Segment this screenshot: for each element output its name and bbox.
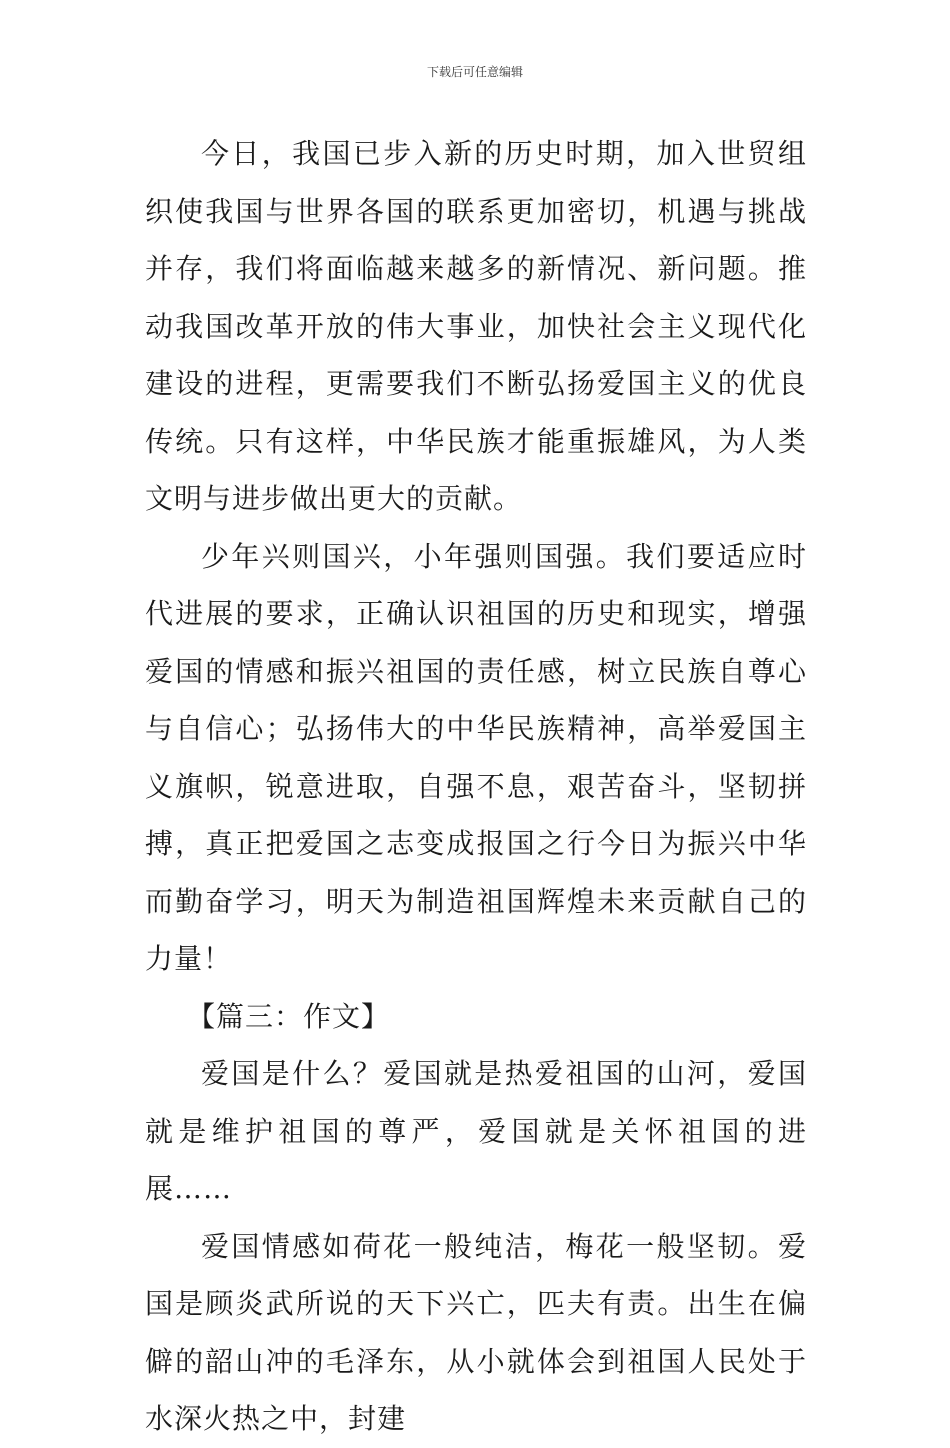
paragraph-3: 爱国是什么？爱国就是热爱祖国的山河，爱国就是维护祖国的尊严，爱国就是关怀祖国的进展……: [145, 1057, 807, 1205]
section-heading: 【篇三：作文】: [187, 999, 391, 1033]
paragraph-4: 爱国情感如荷花一般纯洁，梅花一般坚韧。爱国是顾炎武所说的天下兴亡，匹夫有责。出生在偏僻的韶山冲的毛泽东，从小就体会到祖国人民处于水深火热之中，封建: [145, 1229, 807, 1435]
page-header: 下载后可任意编辑: [426, 65, 523, 79]
paragraph-2: 少年兴则国兴，小年强则国强。我们要适应时代进展的要求，正确认识祖国的历史和现实，增强爱国的情感和振兴祖国的责任感，树立民族自尊心与自信心；弘扬伟大的中华民族精神，高举爱国主义旗帜，锐意进取，自强不息，艰苦奋斗，坚韧拼搏，真正把爱国之志变成报国之行今日为振兴中华而勤奋学习，明天为制造祖国辉煌未来贡献自己的力量！: [145, 539, 807, 975]
document-body: [145, 125, 807, 1448]
paragraph-1: 今日，我国已步入新的历史时期，加入世贸组织使我国与世界各国的联系更加密切，机遇与挑战并存，我们将面临越来越多的新情况、新问题。推动我国改革开放的伟大事业，加快社会主义现代化建设的进程，更需要我们不断弘扬爱国主义的优良传统。只有这样，中华民族才能重振雄风，为人类文明与进步做出更大的贡献。: [145, 137, 807, 515]
